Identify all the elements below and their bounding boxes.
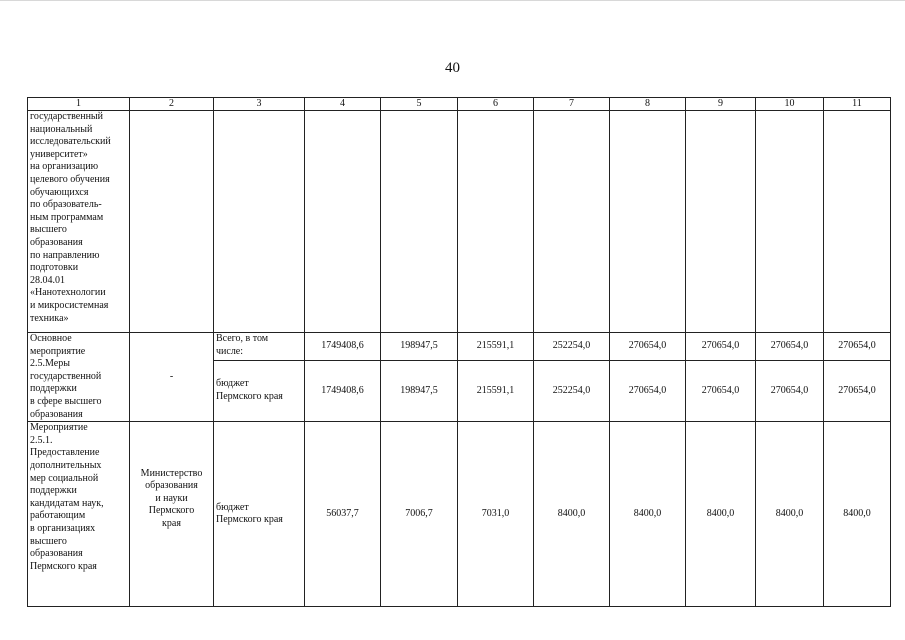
value-cell: 215591,1 xyxy=(458,333,534,361)
value-cell: 1749408,6 xyxy=(305,360,381,422)
page-number: 40 xyxy=(445,60,460,76)
value-cell: 8400,0 xyxy=(756,422,824,607)
column-header: 9 xyxy=(686,98,756,111)
value-cell: 8400,0 xyxy=(534,422,610,607)
table-row xyxy=(28,111,891,333)
empty-cell xyxy=(214,111,305,333)
top-scan-edge xyxy=(0,0,905,1)
empty-cell xyxy=(458,111,534,333)
value-cell: 252254,0 xyxy=(534,360,610,422)
empty-cell xyxy=(381,111,458,333)
value-cell: 198947,5 xyxy=(381,360,458,422)
column-header: 10 xyxy=(756,98,824,111)
empty-cell xyxy=(756,111,824,333)
value-cell: 270654,0 xyxy=(756,360,824,422)
value-cell: 270654,0 xyxy=(610,360,686,422)
table-row xyxy=(28,333,891,361)
value-cell: 270654,0 xyxy=(686,360,756,422)
executor-cell: Министерство образования и науки Пермского края xyxy=(130,422,214,607)
value-cell: 7006,7 xyxy=(381,422,458,607)
value-cell: 270654,0 xyxy=(824,360,891,422)
measure-description: Основное мероприятие 2.5.Меры государственной поддержки в сфере высшего образования xyxy=(28,333,130,422)
value-cell: 270654,0 xyxy=(756,333,824,361)
column-header: 1 xyxy=(28,98,130,111)
value-cell: 7031,0 xyxy=(458,422,534,607)
value-cell: 8400,0 xyxy=(686,422,756,607)
executor-cell: - xyxy=(130,333,214,422)
column-header: 8 xyxy=(610,98,686,111)
funding-source: бюджет Пермского края xyxy=(214,360,305,422)
funding-source: бюджет Пермского края xyxy=(214,422,305,607)
budget-table xyxy=(27,97,891,607)
measure-description: государственный национальный исследовательский университет» на организацию целевого обучения обучающихся по образователь- ным программам высшего образования по направлению подготовки 28.04.01 «Нанотехнологии и микросистемная техника» xyxy=(28,111,130,333)
empty-cell xyxy=(824,111,891,333)
empty-cell xyxy=(305,111,381,333)
column-header: 4 xyxy=(305,98,381,111)
value-cell: 252254,0 xyxy=(534,333,610,361)
empty-cell xyxy=(610,111,686,333)
value-cell: 270654,0 xyxy=(610,333,686,361)
table-row xyxy=(28,422,891,607)
value-cell: 270654,0 xyxy=(824,333,891,361)
column-header: 7 xyxy=(534,98,610,111)
empty-cell xyxy=(130,111,214,333)
empty-cell xyxy=(686,111,756,333)
value-cell: 56037,7 xyxy=(305,422,381,607)
column-header: 6 xyxy=(458,98,534,111)
value-cell: 270654,0 xyxy=(686,333,756,361)
value-cell: 8400,0 xyxy=(824,422,891,607)
value-cell: 215591,1 xyxy=(458,360,534,422)
funding-source: Всего, в том числе: xyxy=(214,333,305,361)
column-header: 11 xyxy=(824,98,891,111)
value-cell: 198947,5 xyxy=(381,333,458,361)
column-header: 3 xyxy=(214,98,305,111)
column-header: 2 xyxy=(130,98,214,111)
value-cell: 1749408,6 xyxy=(305,333,381,361)
column-header: 5 xyxy=(381,98,458,111)
measure-description: Мероприятие 2.5.1. Предоставление дополнительных мер социальной поддержки кандидатам наук, работающим в организациях высшего образования Пермского края xyxy=(28,422,130,607)
value-cell: 8400,0 xyxy=(610,422,686,607)
empty-cell xyxy=(534,111,610,333)
column-number-row xyxy=(28,98,891,111)
